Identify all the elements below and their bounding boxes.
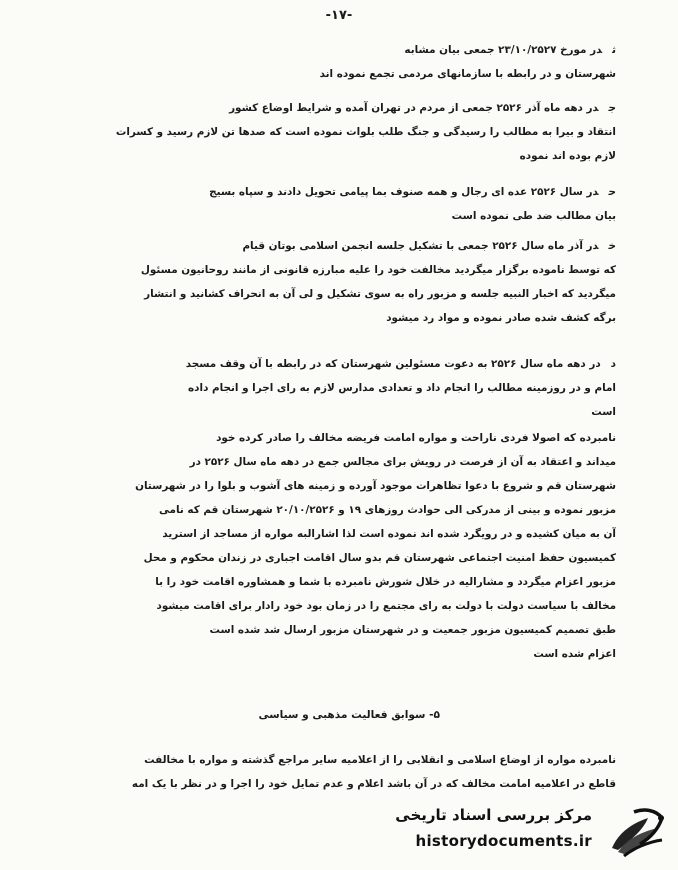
paragraph-line: [135, 642, 616, 666]
line-text: میگردید که اخبار النبیه جلسه و مزبور راه به سوی تشکیل و لی آن به انحراف کشانید و انتشار: [144, 288, 616, 300]
line-text: در آذر ماه سال ۲۵۲۶ جمعی با تشکیل جلسه انجمن اسلامی بوتان قیام: [242, 240, 599, 252]
archive-watermark: [366, 800, 666, 862]
paragraph-marker: د: [610, 358, 616, 370]
paragraph-line: [116, 120, 616, 144]
paragraph-line: [186, 400, 616, 424]
line-text: در دهه ماه آذر ۲۵۲۶ جمعی از مردم در تهران آمده و شرایط اوضاع کشور: [229, 102, 599, 114]
paragraph-line: [141, 258, 616, 282]
paragraph-line: [135, 498, 616, 522]
paragraph-line: [132, 748, 616, 772]
page-number: -۱۷-: [325, 8, 353, 23]
line-text: شهرستان و در رابطه با سازمانهای مردمی تجمع نموده اند: [319, 68, 616, 80]
line-text: بیان مطالب ضد طی نموده است: [451, 210, 616, 222]
paragraph-tha: [320, 38, 616, 86]
paragraph-line: [320, 62, 616, 86]
paragraph-line: [135, 522, 616, 546]
paragraph-line: [116, 96, 616, 120]
line-text: کمیسیون حفظ امنیت اجتماعی شهرستان قم بدو سال اقامت اجباری در زندان محکوم و محل: [143, 552, 616, 564]
archive-url: historydocuments.ir: [415, 832, 592, 850]
paragraph-line: [186, 352, 616, 376]
paragraph-line: [141, 306, 616, 330]
paragraph-line: [141, 282, 616, 306]
paragraph-line: [320, 38, 616, 62]
paragraph-body-main: [135, 426, 616, 666]
line-text: اعزام شده است: [533, 648, 616, 660]
paragraph-line: [135, 594, 616, 618]
paragraph-dal: [186, 352, 616, 424]
paragraph-marker: ث: [612, 44, 616, 56]
book-scroll-logo-icon: [604, 804, 666, 860]
paragraph-marker: خ: [608, 240, 616, 252]
paragraph-line: [135, 450, 616, 474]
line-text: برگه کشف شده صادر نموده و مواد رد میشود: [386, 312, 616, 324]
line-text: میداند و اعتقاد به آن از فرصت در رویش برای مجالس جمع در دهه ماه سال ۲۵۲۶ در: [189, 456, 616, 468]
archive-title: مرکز بررسی اسناد تاریخی: [395, 806, 592, 824]
paragraph-line: [132, 772, 616, 796]
paragraph-line: [135, 546, 616, 570]
line-text: مزبور نموده و بینی از مدرکی الی حوادث روزهای ۱۹ و ۲۰/۱۰/۲۵۲۶ شهرستان قم که نامی: [159, 504, 616, 516]
paragraph-line: [135, 474, 616, 498]
section-heading: ۵- سوابق فعالیت مذهبی و سیاسی: [258, 709, 440, 721]
line-text: در سال ۲۵۲۶ عده ای رجال و همه صنوف بما پیامی تحویل دادند و سپاه بسیج: [209, 186, 599, 198]
line-text: لازم بوده اند نموده: [519, 150, 616, 162]
line-text: است: [591, 406, 616, 418]
line-text: طبق تصمیم کمیسیون مزبور جمعیت و در شهرستان مزبور ارسال شد شده است: [209, 624, 616, 636]
paragraph-jim: [116, 96, 616, 168]
line-text: انتقاد و بیرا به مطالب را رسیدگی و جنگ طلب بلوات نموده است که صدها تن لازم رسید و کسرات: [115, 126, 616, 138]
paragraph-marker: ج: [608, 102, 616, 114]
paragraph-line: [135, 426, 616, 450]
line-text: مخالف با سیاست دولت با دولت به رای مجتمع را در زمان بود خود رادار برای اقامت میشود: [156, 600, 616, 612]
line-text: مزبور اعزام میگردد و مشارالیه در خلال شورش نامبرده با شما و همشاوره اقامت خود را با: [155, 576, 616, 588]
paragraph-line: [209, 180, 616, 204]
line-text: امام و در روزمینه مطالب را انجام داد و تعدادی مدارس لازم به رای اجرا و انجام داده: [188, 382, 616, 394]
line-text: در مورخ ۲۳/۱۰/۲۵۲۷ جمعی بیان مشابه: [404, 44, 603, 56]
paragraph-line: [116, 144, 616, 168]
line-text: نامبرده مواره از اوضاع اسلامی و انقلابی را از اعلامیه سایر مراجع گذشته و مواره با مخالفت: [144, 754, 616, 766]
paragraph-ha: [209, 180, 616, 228]
paragraph-line: [141, 234, 616, 258]
line-text: شهرستان قم و شروع با دعوا تظاهرات موجود آورده و زمینه های آشوب و بلوا را در شهرستان: [135, 480, 616, 492]
paragraph-body-final: [132, 748, 616, 796]
line-text: نامبرده که اصولا فردی ناراحت و مواره امامت فریضه مخالف را صادر کرده خود: [216, 432, 616, 444]
paragraph-line: [209, 204, 616, 228]
paragraph-line: [186, 376, 616, 400]
paragraph-kha: [141, 234, 616, 330]
paragraph-line: [135, 618, 616, 642]
line-text: آن به میان کشیده و در رویگرد شده اند نموده است لذا اشارالبه مواره از مساجد از استرید: [162, 528, 616, 540]
line-text: قاطع در اعلامیه امامت مخالف که در آن باشد اعلام و عدم تمایل خود را اجرا و در نظر با یک امه: [131, 778, 616, 790]
line-text: در دهه ماه سال ۲۵۲۶ به دعوت مسئولین شهرستان که در رابطه با آن وقف مسجد: [185, 358, 601, 370]
paragraph-line: [135, 570, 616, 594]
line-text: که توسط ناموده برگزار میگردید مخالفت خود را علیه مبارزه قانونی از مانند روحانیون مسئول: [140, 264, 616, 276]
paragraph-marker: ح: [608, 186, 616, 198]
